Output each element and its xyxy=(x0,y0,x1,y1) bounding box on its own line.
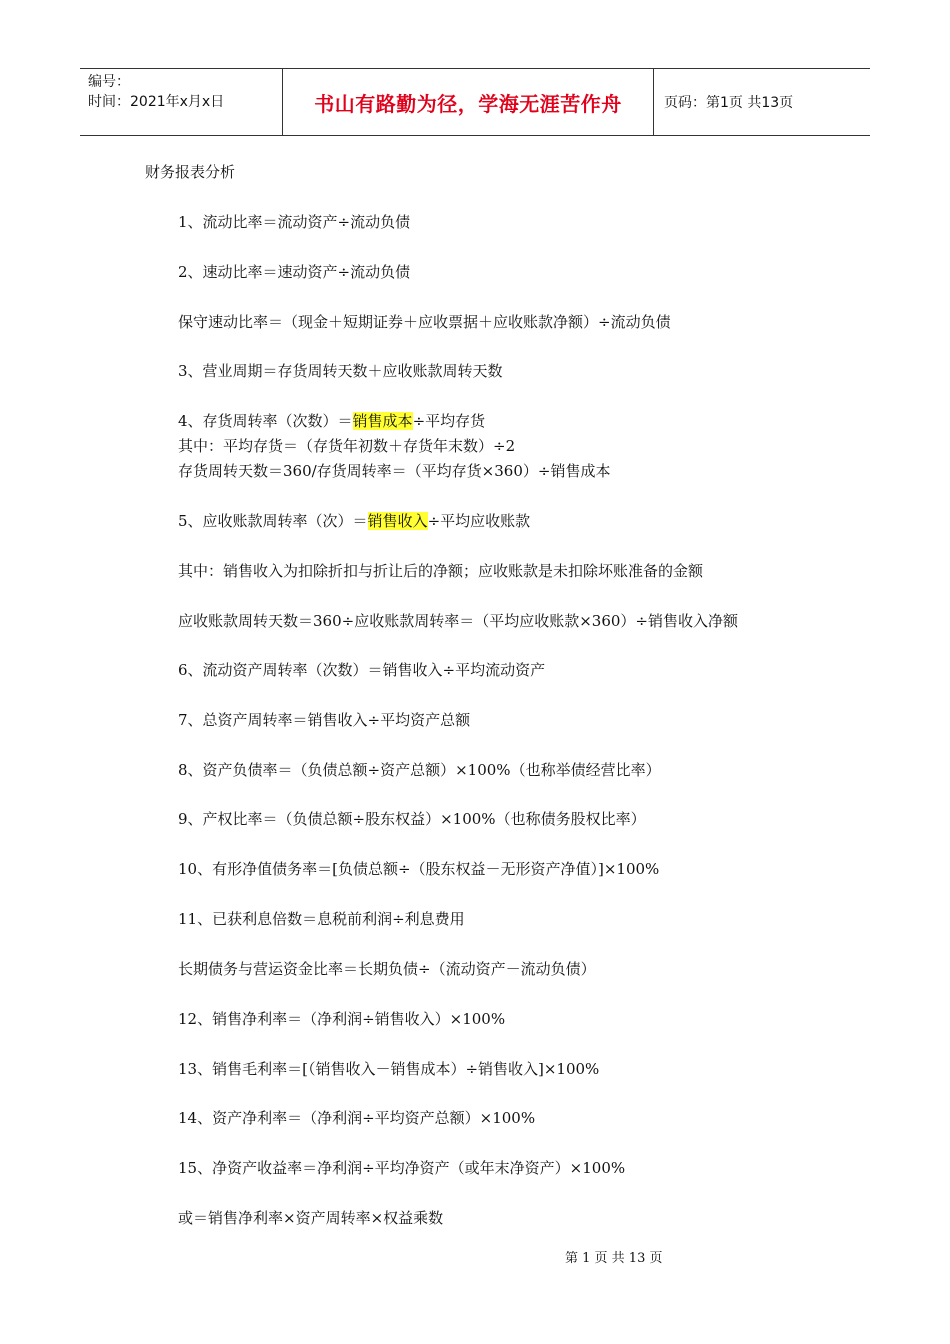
page-header xyxy=(80,68,870,136)
formula-tangible-net-debt-ratio: 10、有形净值债务率＝[负债总额÷（股东权益－无形资产净值）]×100% xyxy=(178,860,660,878)
document-title: 财务报表分析 xyxy=(145,163,236,181)
note-sales-revenue: 其中：销售收入为扣除折扣与折让后的净额；应收账款是未扣除坏账准备的金额 xyxy=(178,562,704,580)
formula-quick-ratio: 2、速动比率＝速动资产÷流动负债 xyxy=(178,263,411,281)
highlighted-term: 销售收入 xyxy=(367,512,428,530)
text-segment: ÷平均存货 xyxy=(412,412,486,430)
page-indicator: 页码：第1页 共13页 xyxy=(664,95,794,111)
formula-interest-coverage: 11、已获利息倍数＝息税前利润÷利息费用 xyxy=(178,910,465,928)
formula-current-ratio: 1、流动比率＝流动资产÷流动负债 xyxy=(178,213,411,231)
formula-total-asset-turnover: 7、总资产周转率＝销售收入÷平均资产总额 xyxy=(178,711,471,729)
time-label: 时间：2021年x月x日 xyxy=(88,94,225,110)
highlighted-term: 销售成本 xyxy=(352,412,413,430)
formula-equity-ratio: 9、产权比率＝（负债总额÷股东权益）×100%（也称债务股权比率） xyxy=(178,810,646,828)
formula-average-inventory: 其中：平均存货＝（存货年初数＋存货年末数）÷2 xyxy=(178,437,516,455)
formula-operating-cycle: 3、营业周期＝存货周转天数＋应收账款周转天数 xyxy=(178,362,503,380)
text-segment: 4、存货周转率（次数）＝ xyxy=(178,412,353,430)
header-left-cell xyxy=(80,69,282,135)
motto: 书山有路勤为径，学海无涯苦作舟 xyxy=(282,69,654,135)
formula-return-on-assets: 14、资产净利率＝（净利润÷平均资产总额）×100% xyxy=(178,1109,536,1127)
formula-debt-ratio: 8、资产负债率＝（负债总额÷资产总额）×100%（也称举债经营比率） xyxy=(178,761,661,779)
text-segment: 5、应收账款周转率（次）＝ xyxy=(178,512,368,530)
formula-dupont: 或＝销售净利率×资产周转率×权益乘数 xyxy=(178,1209,444,1227)
formula-return-on-equity: 15、净资产收益率＝净利润÷平均净资产（或年末净资产）×100% xyxy=(178,1159,626,1177)
text-segment: ÷平均应收账款 xyxy=(427,512,531,530)
formula-gross-profit-margin: 13、销售毛利率＝[（销售收入－销售成本）÷销售收入]×100% xyxy=(178,1060,600,1078)
page-footer: 第 1 页 共 13 页 xyxy=(565,1251,663,1266)
formula-long-term-debt-working-capital: 长期债务与营运资金比率＝长期负债÷（流动资产－流动负债） xyxy=(178,960,596,978)
formula-receivables-turnover xyxy=(178,510,530,531)
number-label: 编号： xyxy=(88,74,130,90)
formula-conservative-quick-ratio: 保守速动比率＝（现金＋短期证券＋应收票据＋应收账款净额）÷流动负债 xyxy=(178,313,671,331)
formula-inventory-turnover xyxy=(178,410,485,431)
formula-current-asset-turnover: 6、流动资产周转率（次数）＝销售收入÷平均流动资产 xyxy=(178,661,546,679)
formula-inventory-days: 存货周转天数＝360/存货周转率＝（平均存货×360）÷销售成本 xyxy=(178,462,611,480)
formula-receivables-days: 应收账款周转天数＝360÷应收账款周转率＝（平均应收账款×360）÷销售收入净额 xyxy=(178,612,738,630)
formula-net-profit-margin: 12、销售净利率＝（净利润÷销售收入）×100% xyxy=(178,1010,506,1028)
